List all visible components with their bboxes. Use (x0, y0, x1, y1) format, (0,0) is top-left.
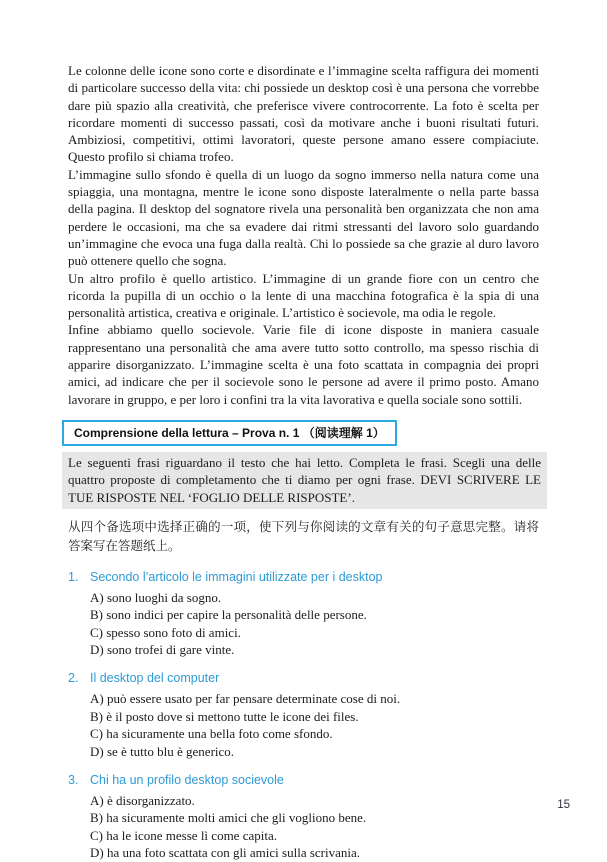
page-content (68, 62, 539, 862)
option-d: D) sono trofei di gare vinte. (90, 642, 235, 658)
article-text (68, 62, 539, 408)
question-2-options (90, 690, 539, 760)
article-paragraph: Le colonne delle icone sono corte e disordinate e l’immagine scelta raffigura dei momenti di particolare successo della vita: chi possiede un desktop così è una persona che vorrebbe dare più spazio alla creatività, che preferisce vivere controcorrente. La foto è scelta per ricordare momenti di successo passati, così da motivare anche i buoni risultati futuri. Ambiziosi, competitivi, ottimi lavoratori, queste persone amano essere compiaciute. Questo profilo si chiama trofeo. (68, 63, 539, 165)
question-3-heading (68, 773, 539, 788)
option-d: D) ha una foto scattata con gli amici sulla scrivania. (90, 845, 361, 861)
question-number: 2. (68, 671, 79, 686)
option-b: B) sono indici per capire la personalità delle persone. (90, 607, 367, 623)
option-b: B) ha sicuramente molti amici che gli vogliono bene. (90, 810, 367, 826)
section-title: Comprensione della lettura – Prova n. 1 （阅读理解 1） (74, 425, 385, 440)
question-1-options (90, 589, 539, 659)
question-number: 1. (68, 569, 79, 584)
question-stem: Il desktop del computer (90, 671, 220, 686)
instructions-highlighted: Le seguenti frasi riguardano il testo che hai letto. Completa le frasi. Scegli una delle quattro proposte di completamento che ti diamo per ogni frase. DEVI SCRIVERE LE TUE RISPOSTE NEL ‘FOGLIO DELLE RISPOSTE’. (62, 452, 547, 509)
option-c: C) spesso sono foto di amici. (90, 624, 241, 640)
question-number: 3. (68, 773, 79, 788)
question-1-heading (68, 570, 539, 585)
option-a: A) può essere usato per far pensare determinate cose di noi. (90, 691, 401, 707)
article-paragraph: Infine abbiamo quello socievole. Varie file di icone disposte in maniera casuale rappresentano una personalità che ama avere tutto sotto controllo, ma spesso rischia di apparire disorganizzato. L’immagine scelta è una foto scattata in compagnia dei propri amici, ad indicare che per il socievole sono le persone ad avere il primo posto. Amano lavorare in gruppo, e per loro i confini tra la vita lavorativa e quella sociale sono sottili. (68, 322, 539, 407)
option-b: B) è il posto dove si mettono tutte le icone dei files. (90, 708, 359, 724)
question-3 (68, 773, 539, 862)
page-number: 15 (557, 799, 570, 811)
question-1 (68, 570, 539, 659)
option-a: A) è disorganizzato. (90, 793, 195, 809)
question-2-heading (68, 671, 539, 686)
instructions-chinese: 从四个备选项中选择正确的一项，使下列与你阅读的文章有关的句子意思完整。请将答案写在答题纸上。 (68, 519, 539, 554)
question-2 (68, 671, 539, 760)
article-paragraph: Un altro profilo è quello artistico. L’immagine di un grande fiore con un centro che ricorda la pupilla di un occhio o la lente di una macchina fotografica è la spia di una personalità artistica, creativa e originale. L’artistico è socievole, ma odia le regole. (68, 270, 539, 321)
section-header-box (62, 420, 397, 446)
article-paragraph: L’immagine sullo sfondo è quella di un luogo da sogno immerso nella natura come una spiaggia, una montagna, mentre le icone sono disposte lateralmente o nella parte bassa della pagina. Il desktop del sognatore rivela una personalità ben organizzata che non ama perdere le occasioni, ma che sa evadere dai ritmi stressanti del lavoro solo guardando un’immagine che evoca una fuga dalla realtà. Chi lo possiede sa che grazie al duro lavoro può ottenere quello che sogna. (68, 166, 539, 269)
question-3-options (90, 792, 539, 862)
option-c: C) ha sicuramente una bella foto come sfondo. (90, 726, 333, 742)
option-a: A) sono luoghi da sogno. (90, 589, 222, 605)
question-stem: Secondo l’articolo le immagini utilizzate per i desktop (90, 569, 383, 584)
option-d: D) se è tutto blu è generico. (90, 743, 235, 759)
question-stem: Chi ha un profilo desktop socievole (90, 773, 284, 788)
option-c: C) ha le icone messe lì come capita. (90, 827, 277, 843)
